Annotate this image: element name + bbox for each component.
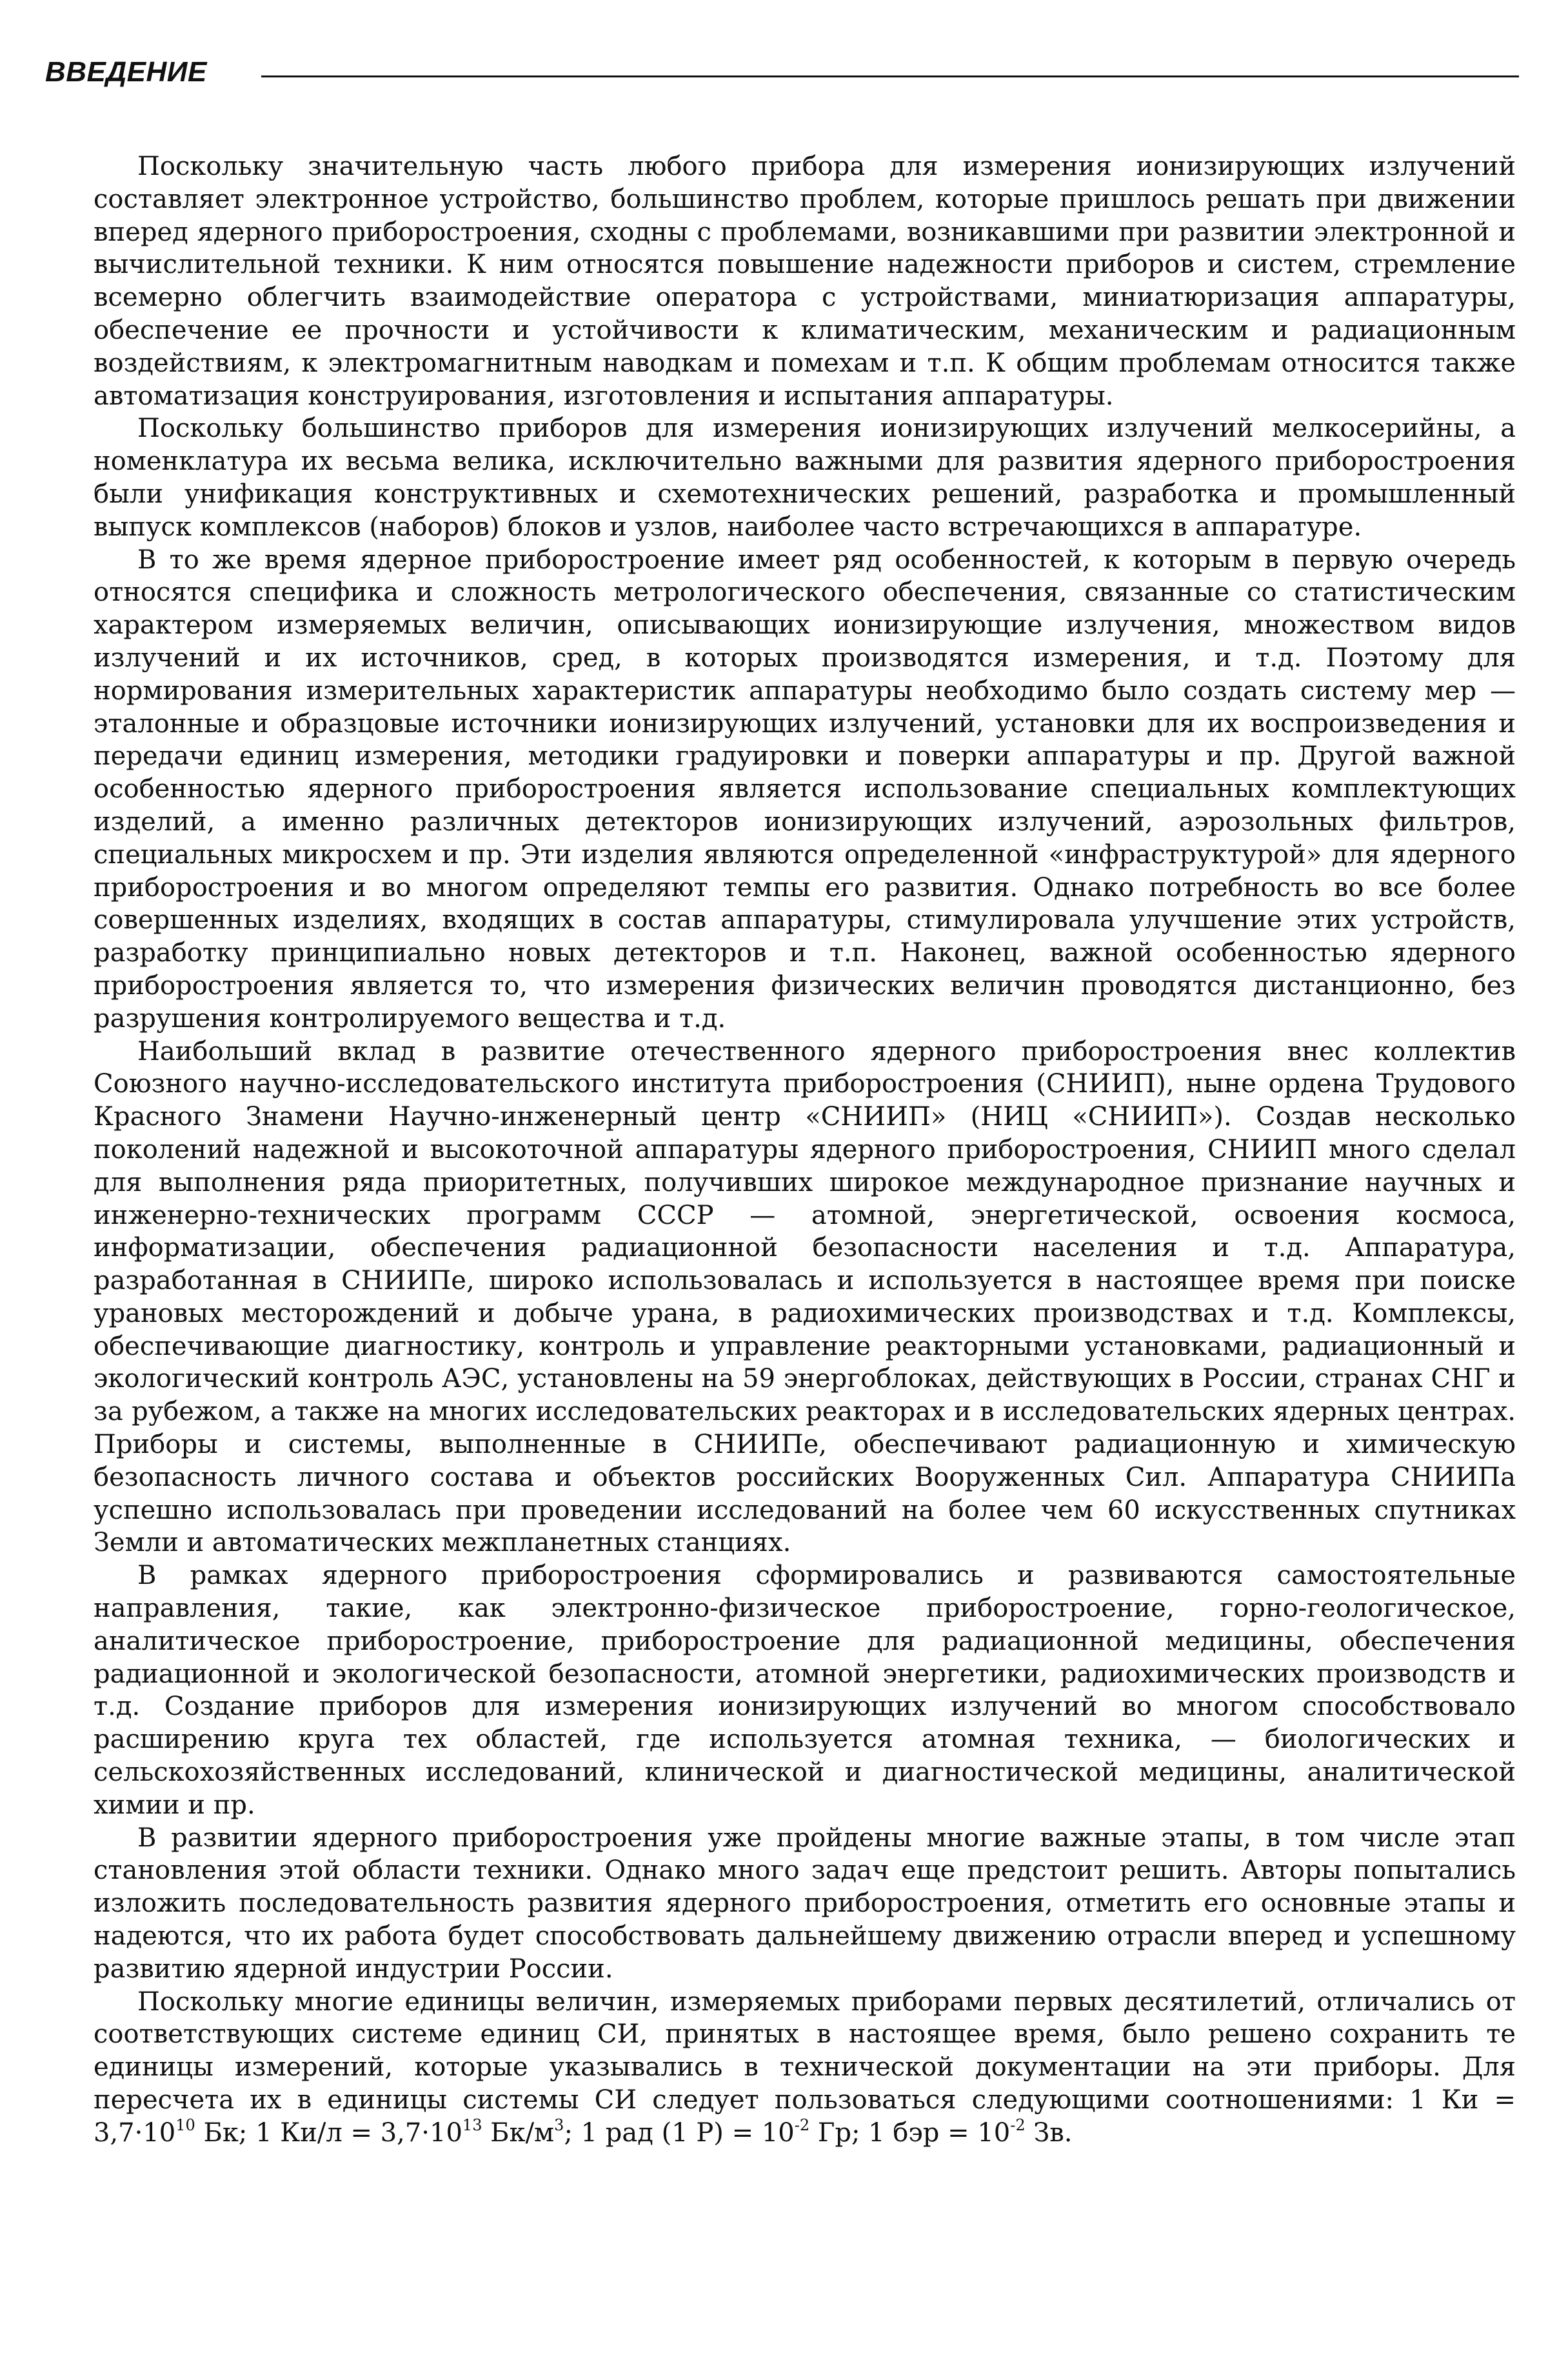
header-rule [261,75,1519,77]
exponent: -2 [1010,2116,1026,2135]
paragraph: Поскольку значительную часть любого прибора для измерения ионизирующих излучений составляет электронное устройство, большинство проблем, которые пришлось решать при движении вперед ядерного приборостроения, сходны с проблемами, возникавшими при развитии электронной и вычислительной техники. К ним относятся повышение надежности приборов и систем, стремление всемерно облегчить взаимодействие оператора с устройствами, миниатюризация аппаратуры, обеспечение ее прочности и устойчивости к климатическим, механическим и радиационным воздействиям, к электромагнитным наводкам и помехам и т.п. К общим проблемам относится также автоматизация конструирования, изготовления и испытания аппаратуры. [94,152,1516,411]
exponent: 3 [554,2116,564,2135]
units-text: Зв. [1025,2117,1073,2148]
exponent: 13 [462,2116,482,2135]
paragraph: В рамках ядерного приборостроения сформировались и развиваются самостоятельные направления, такие, как электронно-физическое приборостроение, горно-геологическое, аналитическое приборостроение, приборостроение для радиационной медицины, обеспечения радиационной и экологической безопасности, атомной энергетики, радиохимических производств и т.д. Создание приборов для измерения ионизирующих излучений во многом способствовало расширению круга тех областей, где используется атомная техника, — биологических и сельскохозяйственных исследований, клинической и диагностической медицины, аналитической химии и пр. [94,1561,1516,1820]
units-paragraph [94,1986,1516,2150]
paragraph: В развитии ядерного приборостроения уже пройдены многие важные этапы, в том числе этап становления этой области техники. Однако много задач еще предстоит решить. Авторы попытались изложить последовательность развития ядерного приборостроения, отметить его основные этапы и надеются, что их работа будет способствовать дальнейшему движению отрасли вперед и успешному развитию ядерной индустрии России. [94,1823,1516,1984]
paragraph: Поскольку большинство приборов для измерения ионизирующих излучений мелкосерийны, а номенклатура их весьма велика, исключительно важными для развития ядерного приборостроения были унификация конструктивных и схемотехнических решений, разработка и промышленный выпуск комплексов (наборов) блоков и узлов, наиболее часто встречающихся в аппаратуре. [94,414,1516,542]
exponent: -2 [794,2116,810,2135]
units-text: Гр; 1 бэр = 10 [809,2117,1011,2148]
section-title: ВВЕДЕНИЕ [45,56,207,88]
units-text: ; 1 рад (1 Р) = 10 [564,2117,795,2148]
units-text: Бк/м [482,2117,555,2148]
paragraph: Наибольший вклад в развитие отечественного ядерного приборостроения внес коллектив Союзного научно-исследовательского института приборостроения (СНИИП), ныне ордена Трудового Красного Знамени Научно-инженерный центр «СНИИП» (НИЦ «СНИИП»). Создав несколько поколений надежной и высокоточной аппаратуры ядерного приборостроения, СНИИП много сделал для выполнения ряда приоритетных, получивших широкое международное признание научных и инженерно-технических программ СССР — атомной, энергетической, освоения космоса, информатизации, обеспечения радиационной безопасности населения и т.д. Аппаратура, разработанная в СНИИПе, широко использовалась и используется в настоящее время при поиске урановых месторождений и добыче урана, в радиохимических производствах и т.д. Комплексы, обеспечивающие диагностику, контроль и управление реакторными установками, радиационный и экологический контроль АЭС, установлены на 59 энергоблоках, действующих в России, странах СНГ и за рубежом, а также на многих исследовательских реакторах и в исследовательских ядерных центрах. Приборы и системы, выполненные в СНИИПе, обеспечивают радиационную и химическую безопасность личного состава и объектов российских Вооруженных Сил. Аппаратура СНИИПа успешно использовалась при проведении исследований на более чем 60 искусственных спутниках Земли и автоматических межпланетных станциях. [94,1036,1516,1558]
running-header [45,53,1519,92]
exponent: 10 [175,2116,195,2135]
units-text: Поскольку многие единицы величин, измеряемых приборами первых десятилетий, отличались от соответствующих системе единиц СИ, принятых в настоящее время, было решено сохранить те единицы измерений, которые указывались в технической документации на эти приборы. Для пересчета их в единицы системы СИ следует пользоваться следующими соотношениями: 1 Ки = 3,7·10 [94,1986,1516,2148]
body-text [94,150,1516,2150]
units-text: Бк; 1 Ки/л = 3,7·10 [195,2117,462,2148]
paragraph: В то же время ядерное приборостроение имеет ряд особенностей, к которым в первую очередь относятся специфика и сложность метрологического обеспечения, связанные со статистическим характером измеряемых величин, описывающих ионизирующие излучения, множеством видов излучений и их источников, сред, в которых производятся измерения, и т.д. Поэтому для нормирования измерительных характеристик аппаратуры необходимо было создать систему мер — эталонные и образцовые источники ионизирующих излучений, установки для их воспроизведения и передачи единиц измерения, методики градуировки и поверки аппаратуры и пр. Другой важной особенностью ядерного приборостроения является использование специальных комплектующих изделий, а именно различных детекторов ионизирующих излучений, аэрозольных фильтров, специальных микросхем и пр. Эти изделия являются определенной «инфраструктурой» для ядерного приборостроения и во многом определяют темпы его развития. Однако потребность во все более совершенных изделиях, входящих в состав аппаратуры, стимулировала улучшение этих устройств, разработку принципиально новых детекторов и т.п. Наконец, важной особенностью ядерного приборостроения является то, что измерения физических величин проводятся дистанционно, без разрушения контролируемого вещества и т.д. [94,545,1516,1034]
